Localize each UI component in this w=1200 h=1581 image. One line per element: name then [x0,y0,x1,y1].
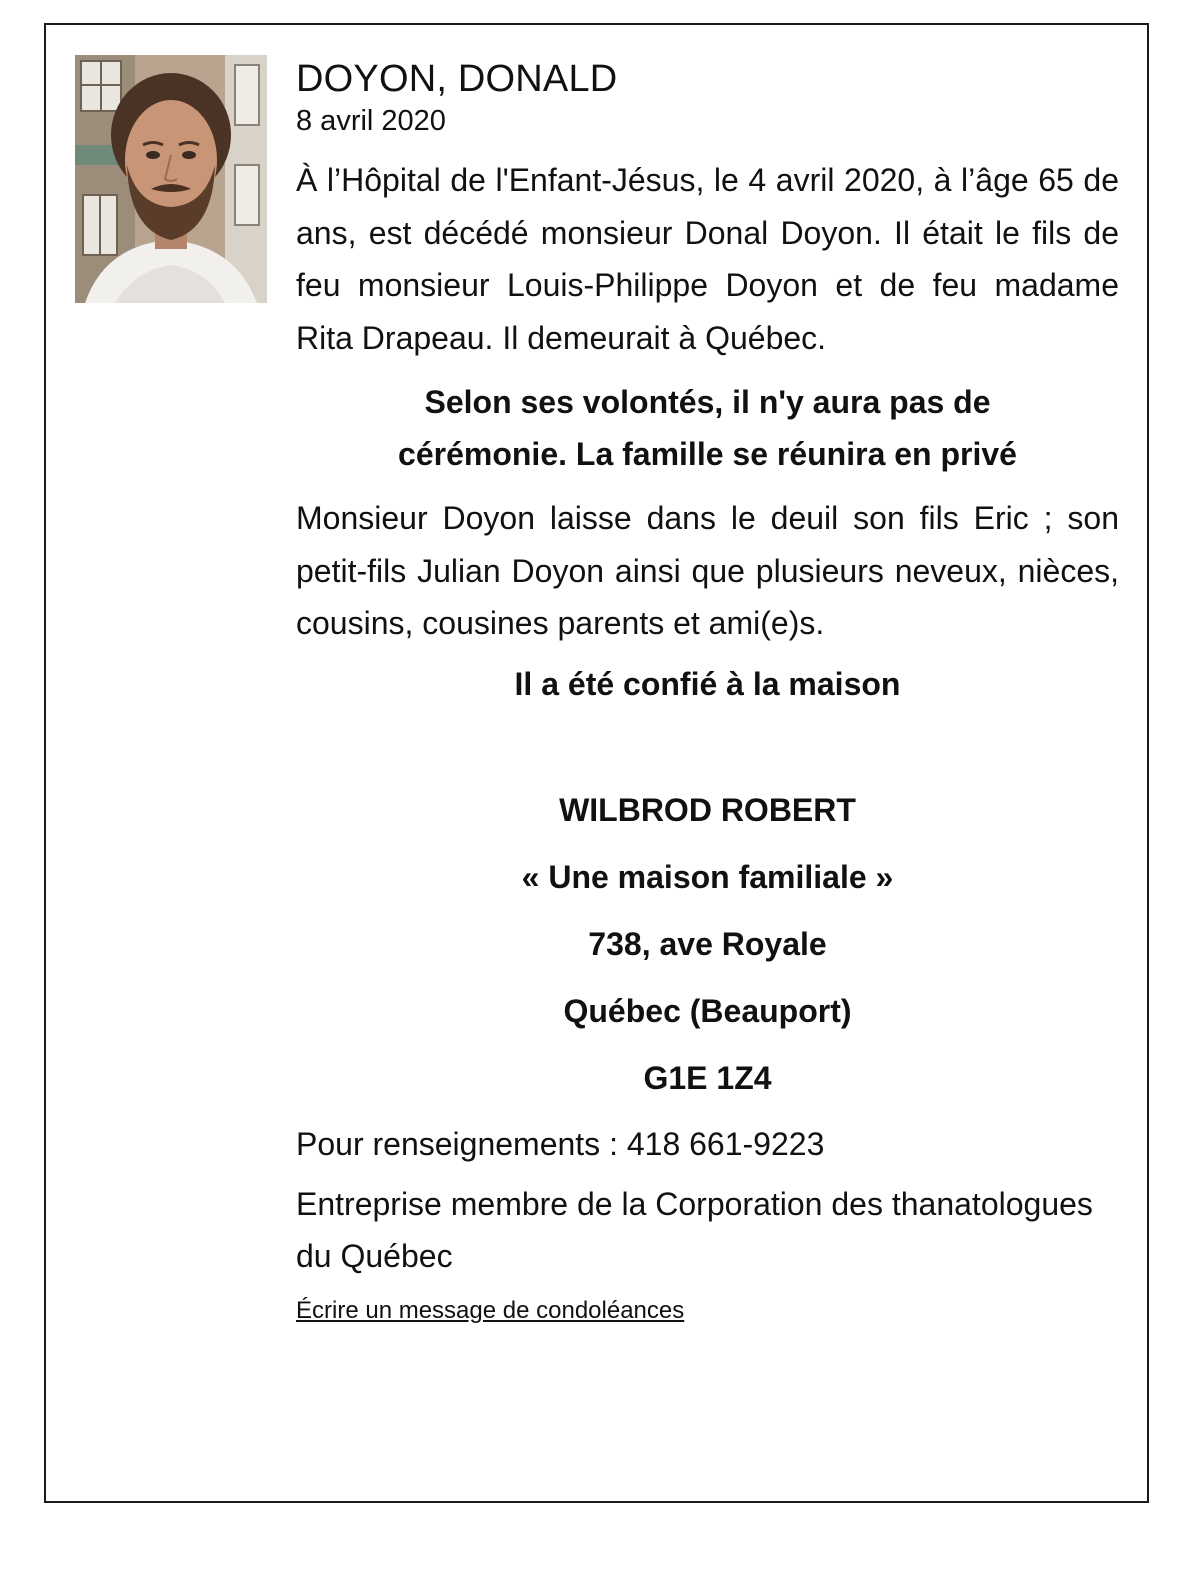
confided-notice: Il a été confié à la maison [514,665,901,702]
funeral-home-slogan: « Une maison familiale » [521,858,894,895]
publication-date: 8 avril 2020 [296,105,446,137]
corporation-membership: Entreprise membre de la Corporation des thanatologues du Québec [296,1185,1093,1274]
death-notice-paragraph: À l’Hôpital de l'Enfant-Jésus, le 4 avril 2020, à l’âge 65 de ans, est décédé monsieur Donal Doyon. Il était le fils de feu monsieur Louis-Philippe Doyon et de feu madame Rita Drapeau. Il demeurait à Québec. [296,162,1119,356]
portrait-photo [75,55,267,303]
funeral-home-city: Québec (Beauport) [563,992,852,1029]
deceased-name: DOYON, DONALD [296,58,618,100]
funeral-home-street: 738, ave Royale [588,925,827,962]
funeral-home-name: WILBROD ROBERT [559,791,856,828]
contact-phone: Pour renseignements : 418 661-9223 [296,1125,825,1162]
obituary-content [296,56,1119,1326]
ceremony-line-1: Selon ses volontés, il n'y aura pas de [424,384,991,420]
condolence-link[interactable]: Écrire un message de condoléances [296,1296,685,1324]
ceremony-line-2: cérémonie. La famille se réunira en privé [398,436,1017,472]
ceremony-notice [296,376,1119,480]
survivors-paragraph: Monsieur Doyon laisse dans le deuil son fils Eric ; son petit-fils Julian Doyon ainsi que plusieurs neveux, nièces, cousins, cousines parents et ami(e)s. [296,500,1119,641]
funeral-home-postal-code: G1E 1Z4 [643,1059,772,1096]
funeral-home-block [296,792,1119,1096]
